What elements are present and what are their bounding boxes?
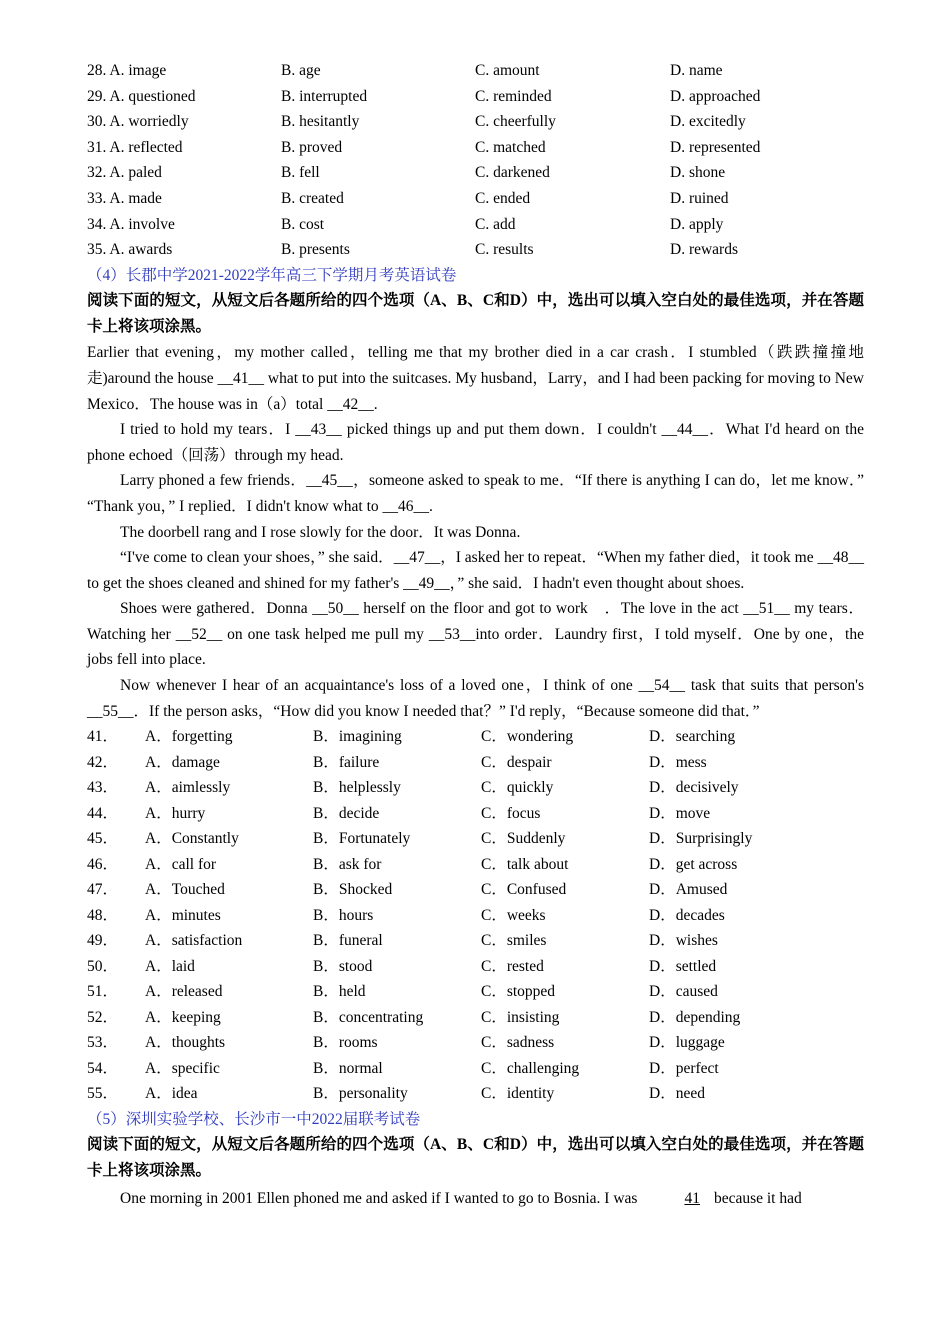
answer-blank: 41 [684,1190,700,1208]
option-row: 52． A．keeping B．concentrating C．insisting D．depending [87,1008,741,1026]
set3-options [87,58,864,263]
option-row: 54． A．specific B．normal C．challenging D．perfect [87,1059,719,1077]
section-4-heading: （4）长郡中学2021-2022学年高三下学期月考英语试卷 [87,266,457,284]
option-row: 48． A．minutes B．hours C．weeks D．decades [87,906,725,924]
option-row: 49． A．satisfaction B．funeral C．smiles D．wishes [87,932,718,950]
option-row: 51． A．released B．held C．stopped D．caused [87,983,718,1001]
option-row: 32. A. paled B. fell C. darkened D. shone [87,164,726,182]
option-row: 28. A. image B. age C. amount D. name [87,62,723,79]
option-row: 46． A．call for B．ask for C．talk about D．get across [87,855,738,873]
option-row: 55． A．idea B．personality C．identity D．need [87,1085,705,1103]
option-row: 29. A. questioned B. interrupted C. reminded D. approached [87,87,761,105]
option-row: 42． A．damage B．failure C．despair D．mess [87,753,707,771]
passage-paragraph: I tried to hold my tears．I __43__ picked things up and put them down．I couldn't __44__．What I'd heard on the phone echoed（回荡）through my head. [87,421,864,464]
option-row: 31. A. reflected B. proved C. matched D. represented [87,138,761,156]
option-row: 53． A．thoughts B．rooms C．sadness D．luggage [87,1034,725,1052]
section-4-options [87,724,864,1107]
option-row: 30. A. worriedly B. hesitantly C. cheerfully D. excitedly [87,113,746,131]
passage-paragraph: The doorbell rang and I rose slowly for the door．It was Donna. [120,523,521,541]
option-row: 45． A．Constantly B．Fortunately C．Suddenly D．Surprisingly [87,830,753,848]
passage-paragraph: Larry phoned a few friends．__45__，someone asked to speak to me．“If there is anything I can do，let me know．” “Thank you，” I replied．I didn't know what to __46__. [87,472,864,515]
option-row: 41． A．forgetting B．imagining C．wondering D．searching [87,728,736,746]
passage-paragraph: Shoes were gathered．Donna __50__ herself on the floor and got to work ．The love in the act __51__ my tears．Watching her __52__ on one task helped me pull my __53__into order．Laundry first，I told myself．One by one，the jobs fell into place. [87,600,864,669]
option-row: 34. A. involve B. cost C. add D. apply [87,215,724,233]
option-row: 50． A．laid B．stood C．rested D．settled [87,957,717,975]
option-row: 33. A. made B. created C. ended D. ruined [87,189,729,207]
option-row: 35. A. awards B. presents C. results D. rewards [87,241,739,259]
section-5-instruction: 阅读下面的短文，从短文后各题所给的四个选项（A、B、C和D）中，选出可以填入空白处的最佳选项，并在答题卡上将该项涂黑。 [87,1136,864,1180]
option-row: 43． A．aimlessly B．helplessly C．quickly D．decisively [87,779,739,797]
option-row: 44． A．hurry B．decide C．focus D．move [87,804,711,822]
passage-paragraph: Now whenever I hear of an acquaintance's loss of a loved one，I think of one __54__ task that suits that person's __55__．If the person asks，“How did you know I needed that？” I'd reply，“Because someone did that．” [87,677,864,720]
option-row: 47． A．Touched B．Shocked C．Confused D．Amused [87,881,728,899]
exam-page [87,58,864,1212]
section-4-instruction: 阅读下面的短文，从短文后各题所给的四个选项（A、B、C和D）中，选出可以填入空白处的最佳选项，并在答题卡上将该项涂黑。 [87,292,864,336]
section-5-heading: （5）深圳实验学校、长沙市一中2022届联考试卷 [87,1110,421,1128]
passage-paragraph: “I've come to clean your shoes，” she said．__47__，I asked her to repeat．“When my father died，it took me __48__ to get the shoes cleaned and shined for my father's __49__，” she said．I hadn't even thought about shoes. [87,549,864,592]
section-4-passage [87,340,864,724]
section-5-passage: One morning in 2001 Ellen phoned me and asked if I wanted to go to Bosnia. I was 41 because it had [87,1186,864,1212]
passage-paragraph: Earlier that evening，my mother called，telling me that my brother died in a car crash．I stumbled（跌跌撞撞地走)around the house __41__ what to put into the suitcases. My husband，Larry，and I had been packing for moving to New Mexico．The house was in（a）total __42__. [87,344,864,413]
